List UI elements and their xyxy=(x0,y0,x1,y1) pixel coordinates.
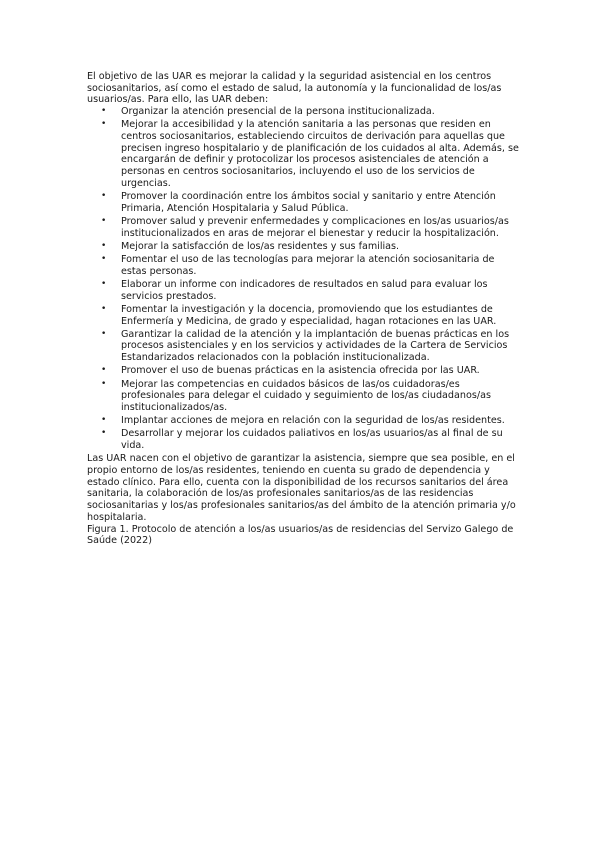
list-item xyxy=(87,415,519,427)
list-item-text: Promover el uso de buenas prácticas en la asistencia ofrecida por las UAR. xyxy=(121,365,480,377)
bullet-icon: • xyxy=(101,240,107,251)
list-item xyxy=(87,216,519,239)
bullet-icon: • xyxy=(101,191,107,202)
list-item-text: Elaborar un informe con indicadores de resultados en salud para evaluar los servicios prestados. xyxy=(121,278,488,302)
list-item-text: Desarrollar y mejorar los cuidados paliativos en los/as usuarios/as al final de su vida. xyxy=(121,428,503,452)
list-item xyxy=(87,365,519,377)
list-item-text: Mejorar la satisfacción de los/as residentes y sus familias. xyxy=(121,240,400,252)
bullet-icon: • xyxy=(101,328,107,339)
list-item-text: Organizar la atención presencial de la persona institucionalizada. xyxy=(121,106,435,118)
bullet-icon: • xyxy=(101,378,107,389)
list-item-text: Fomentar el uso de las tecnologías para mejorar la atención sociosanitaria de estas personas. xyxy=(121,254,495,277)
bullet-icon: • xyxy=(101,415,107,426)
list-item-text: Promover salud y prevenir enfermedades y complicaciones en los/as usuarios/as institucionalizados en aras de mejorar el bienestar y reducir la hospitalización. xyxy=(121,215,509,239)
list-item xyxy=(87,191,519,214)
bullet-icon: • xyxy=(101,106,107,117)
bullet-icon: • xyxy=(101,215,107,226)
list-item xyxy=(87,279,519,302)
closing-paragraph: Las UAR nacen con el objetivo de garantizar la asistencia, siempre que sea posible, en el propio entorno de los/as residentes, teniendo en cuenta su grado de dependencia y estado clínico. Para ello, cuenta con la disponibilidad de los recursos sanitarios del área sanitaria, la colaboración de los/as profesionales sanitarios/as de las residencias sociosanitarias y los/as profesionales sanitarios/as del ámbito de la atención primaria y/o hospitalaria. xyxy=(87,453,516,523)
list-item-text: Fomentar la investigación y la docencia, promoviendo que los estudiantes de Enfermería y Medicina, de grado y especialidad, hagan rotaciones en las UAR. xyxy=(121,303,497,327)
list-item-text: Promover la coordinación entre los ámbitos social y sanitario y entre Atención Primaria, Atención Hospitalaria y Salud Pública. xyxy=(121,191,496,214)
list-item xyxy=(87,254,519,277)
document-page xyxy=(87,71,519,547)
figure-caption: Figura 1. Protocolo de atención a los/as usuarios/as de residencias del Servizo Galego de Saúde (2022) xyxy=(87,523,514,547)
list-item-text: Implantar acciones de mejora en relación con la seguridad de los/as residentes. xyxy=(121,415,505,427)
bullet-icon: • xyxy=(101,303,107,314)
bullet-icon: • xyxy=(101,254,107,265)
list-item xyxy=(87,304,519,327)
bullet-icon: • xyxy=(101,428,107,439)
list-item-text: Mejorar la accesibilidad y la atención sanitaria a las personas que residen en centros sociosanitarios, estableciendo circuitos de derivación para aquellas que precisen ingreso hospitalario y de planificación de los cuidados al alta. Además, se encargarán de definir y protocolizar los procesos asistenciales de atención a personas en centros sociosanitarios, incluyendo el uso de los servicios de urgencias. xyxy=(121,119,519,189)
objectives-list xyxy=(87,106,519,452)
list-item xyxy=(87,379,519,414)
list-item xyxy=(87,119,519,189)
bullet-icon: • xyxy=(101,278,107,289)
list-item-text: Mejorar las competencias en cuidados básicos de las/os cuidadoras/es profesionales para delegar el cuidado y seguimiento de los/as ciudadanos/as institucionalizados/as. xyxy=(121,378,491,413)
list-item-text: Garantizar la calidad de la atención y la implantación de buenas prácticas en los procesos asistenciales y en los servicios y actividades de la Cartera de Servicios Estandarizados relacionados con la población institucionalizada. xyxy=(121,328,510,364)
list-item xyxy=(87,329,519,364)
bullet-icon: • xyxy=(101,119,107,130)
list-item xyxy=(87,241,519,253)
intro-paragraph: El objetivo de las UAR es mejorar la calidad y la seguridad asistencial en los centros sociosanitarios, así como el estado de salud, la autonomía y la funcionalidad de los/as usuarios/as. Para ello, las UAR deben: xyxy=(87,71,502,106)
bullet-icon: • xyxy=(101,365,107,376)
list-item xyxy=(87,428,519,451)
list-item xyxy=(87,106,519,118)
